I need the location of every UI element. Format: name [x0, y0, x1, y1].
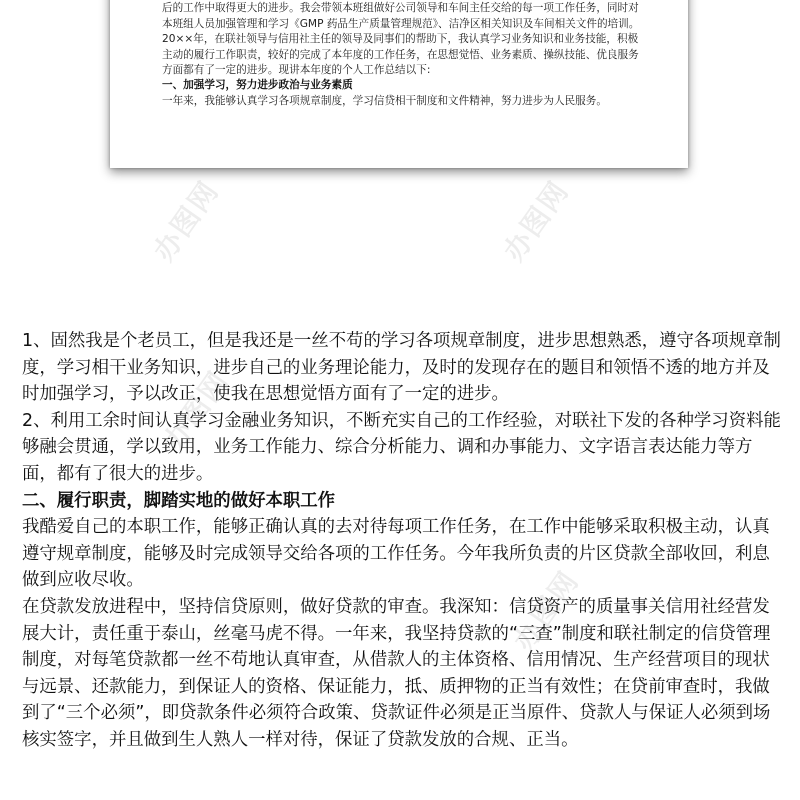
section-heading: 二、履行职责，脚踏实地的做好本职工作	[22, 490, 336, 511]
watermark: 办图网	[146, 174, 226, 268]
preview-paragraph: 一年来，我能够认真学习各项规章制度，学习信贷相干制度和文件精神，努力进步为人民服务。	[162, 94, 607, 107]
preview-text	[110, 0, 688, 109]
document-preview-area	[0, 0, 800, 300]
body-paragraph: 1、固然我是个老员工，但是我还是一丝不苟的学习各项规章制度，进步思想熟悉，遵守各项规章制度，学习相干业务知识，进步自己的业务理论能力，及时的发现存在的题目和领悟不透的地方并及时加强学习，予以改正，使我在思想觉悟方面有了一定的进步。	[22, 331, 781, 405]
watermark: 办图网	[496, 174, 576, 268]
body-paragraph: 2、利用工余时间认真学习金融业务知识，不断充实自己的工作经验，对联社下发的各种学习资料能够融会贯通，学以致用，业务工作能力、综合分析能力、调和办事能力、文字语言表达能力等方面，都有了很大的进步。	[22, 410, 781, 484]
body-paragraph: 在贷款发放进程中，坚持信贷原则，做好贷款的审查。我深知：信贷资产的质量事关信用社经营发展大计，责任重于泰山，丝毫马虎不得。一年来，我坚持贷款的“三查”制度和联社制定的信贷管理制度，对每笔贷款都一丝不苟地认真审查，从借款人的主体资格、信用情况、生产经营项目的现状与远景、还款能力，到保证人的资格、保证能力，抵、质押物的正当有效性；在贷前审查时，我做到了“三个必须”，即贷款条件必须符合政策、贷款证件必须是正当原件、贷款人与保证人必须到场核实签字，并且做到生人熟人一样对待，保证了贷款发放的合规、正当。	[22, 596, 771, 750]
document-preview-card	[110, 0, 688, 168]
body-paragraph: 我酷爱自己的本职工作，能够正确认真的去对待每项工作任务，在工作中能够采取积极主动，认真遵守规章制度，能够及时完成领导交给各项的工作任务。今年我所负责的片区贷款全部收回，利息做到应收尽收。	[22, 517, 770, 591]
preview-paragraph: 后的工作中取得更大的进步。我会带领本班组做好公司领导和车间主任交给的每一项工作任务，同时对本班组人员加强管理和学习《GMP 药品生产质量管理规范》、洁净区相关知识及车间相关文件的培训。	[162, 2, 640, 30]
preview-heading: 一、加强学习，努力进步政治与业务素质	[162, 79, 353, 92]
watermark: 办图网	[156, 364, 236, 458]
document-body	[22, 328, 782, 754]
preview-paragraph: 20××年，在联社领导与信用社主任的领导及同事们的帮助下，我认真学习业务知识和业务技能，积极主动的履行工作职责，较好的完成了本年度的工作任务，在思想觉悟、业务素质、操纵技能、优良服务方面都有了一定的进步。现讲本年度的个人工作总结以下:	[162, 33, 639, 77]
watermark: 办图网	[506, 564, 586, 658]
